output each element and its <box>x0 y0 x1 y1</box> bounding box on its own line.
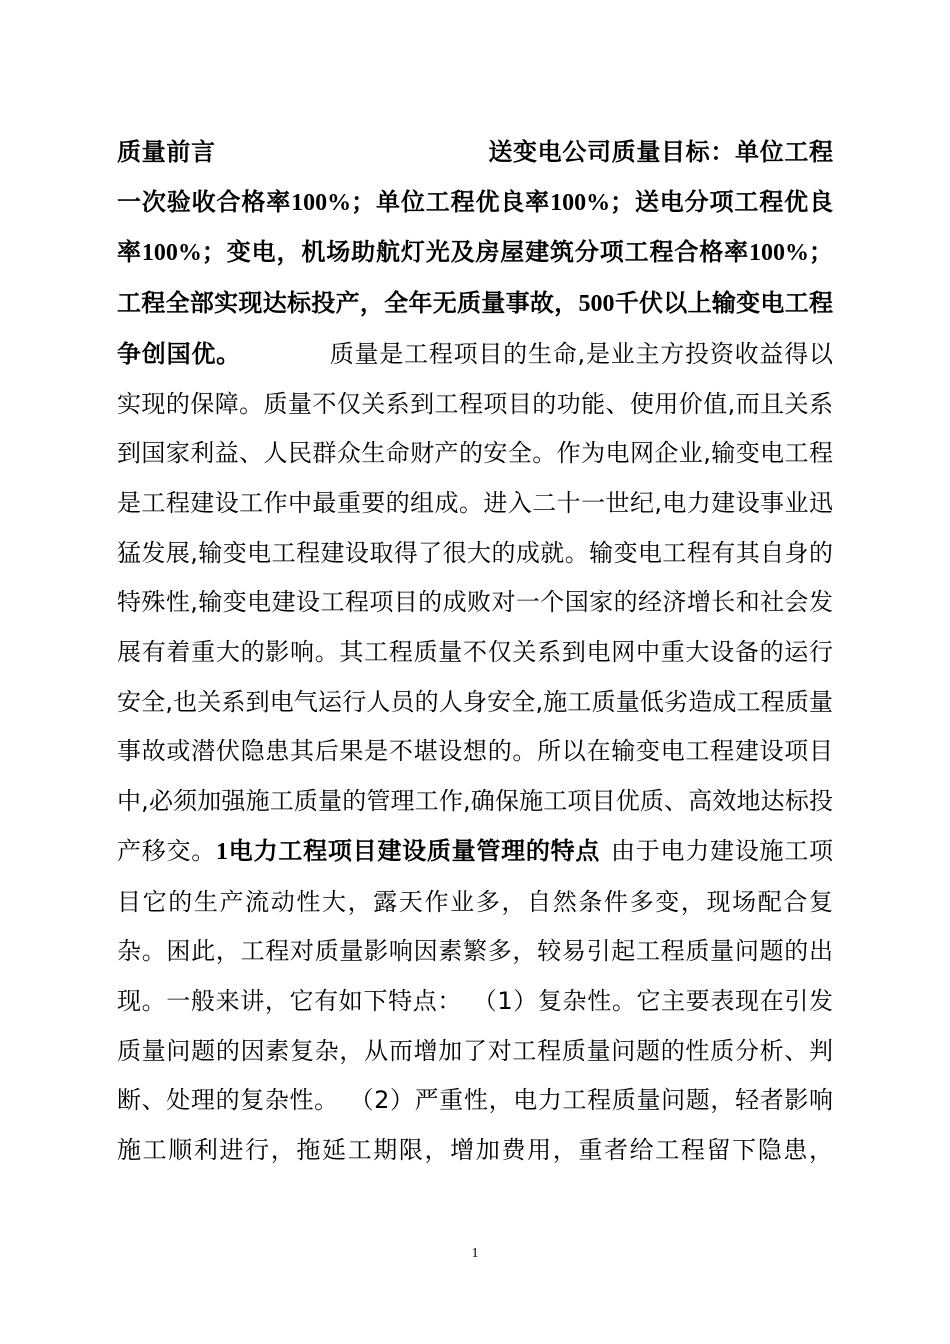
quality-goal-text-5: ；工程全部实现达标投产，全年无质量事故， <box>117 238 834 318</box>
quality-goal-percent-3: 100% <box>141 240 202 267</box>
quality-goal-kv-value: 500 <box>578 291 615 318</box>
page-number: 1 <box>471 1246 479 1261</box>
quality-goal-text-2: ；单位工程优良率 <box>351 187 551 216</box>
feature-item-severity: （2）严重性，电力工程质量问题，轻者影响施工顺利进行，拖延工期限，增加费用，重者给工程留下隐患， <box>117 1086 833 1165</box>
section-number: 1 <box>216 838 229 865</box>
document-heading: 质量前言 <box>117 138 216 166</box>
quality-goal-percent-1: 100% <box>291 189 352 216</box>
quality-goal-text-6: 千伏以上输变电工程争创国优。 <box>117 289 834 368</box>
intro-paragraph: 质量是工程项目的生命,是业主方投资收益得以实现的保障。质量不仅关系到工程项目的功能、使用价值,而且关系到国家利益、人民群众生命财产的安全。作为电网企业,输变电工程是工程建设工作中最重要的组成。进入二十一世纪,电力建设事业迅猛发展,输变电工程建设取得了很大的成就。输变电工程有其自身的特殊性,输变电建设工程项目的成败对一个国家的经济增长和社会发展有着重大的影响。其工程质量不仅关系到电网中重大设备的运行安全,也关系到电气运行人员的人身安全,施工质量低劣造成工程质量事故或潜伏隐患其后果是不堪设想的。所以在输变电工程建设项目中,必须加强施工质量的管理工作,确保施工项目优质、高效地达标投产移交。 <box>117 339 833 865</box>
section-paragraph: 由于电力建设施工项目它的生产流动性大，露天作业多，自然条件多变，现场配合复杂。困此，工程对质量影响因素繁多，较易引起工程质量问题的出现。一般来讲，它有如下特点： <box>117 836 834 1015</box>
quality-goal-text-3: ；送电分项工程优良率 <box>117 187 834 267</box>
section-title: 电力工程项目建设质量管理的特点 <box>228 836 601 865</box>
quality-goal-percent-4: 100% <box>749 240 810 267</box>
quality-goal-text-1: 送变电公司质量目标：单位工程一次验收合格率 <box>117 138 834 216</box>
quality-goal-text-4: ；变电，机场助航灯光及房屋建筑分项工程合格率 <box>201 238 750 267</box>
feature-item-complexity: （1）复杂性。它主要表现在引发质量问题的因素复杂，从而增加了对工程质量问题的性质分析、判断、处理的复杂性。 <box>117 986 833 1115</box>
document-body <box>117 128 833 1176</box>
quality-goal-percent-2: 100% <box>550 189 611 216</box>
